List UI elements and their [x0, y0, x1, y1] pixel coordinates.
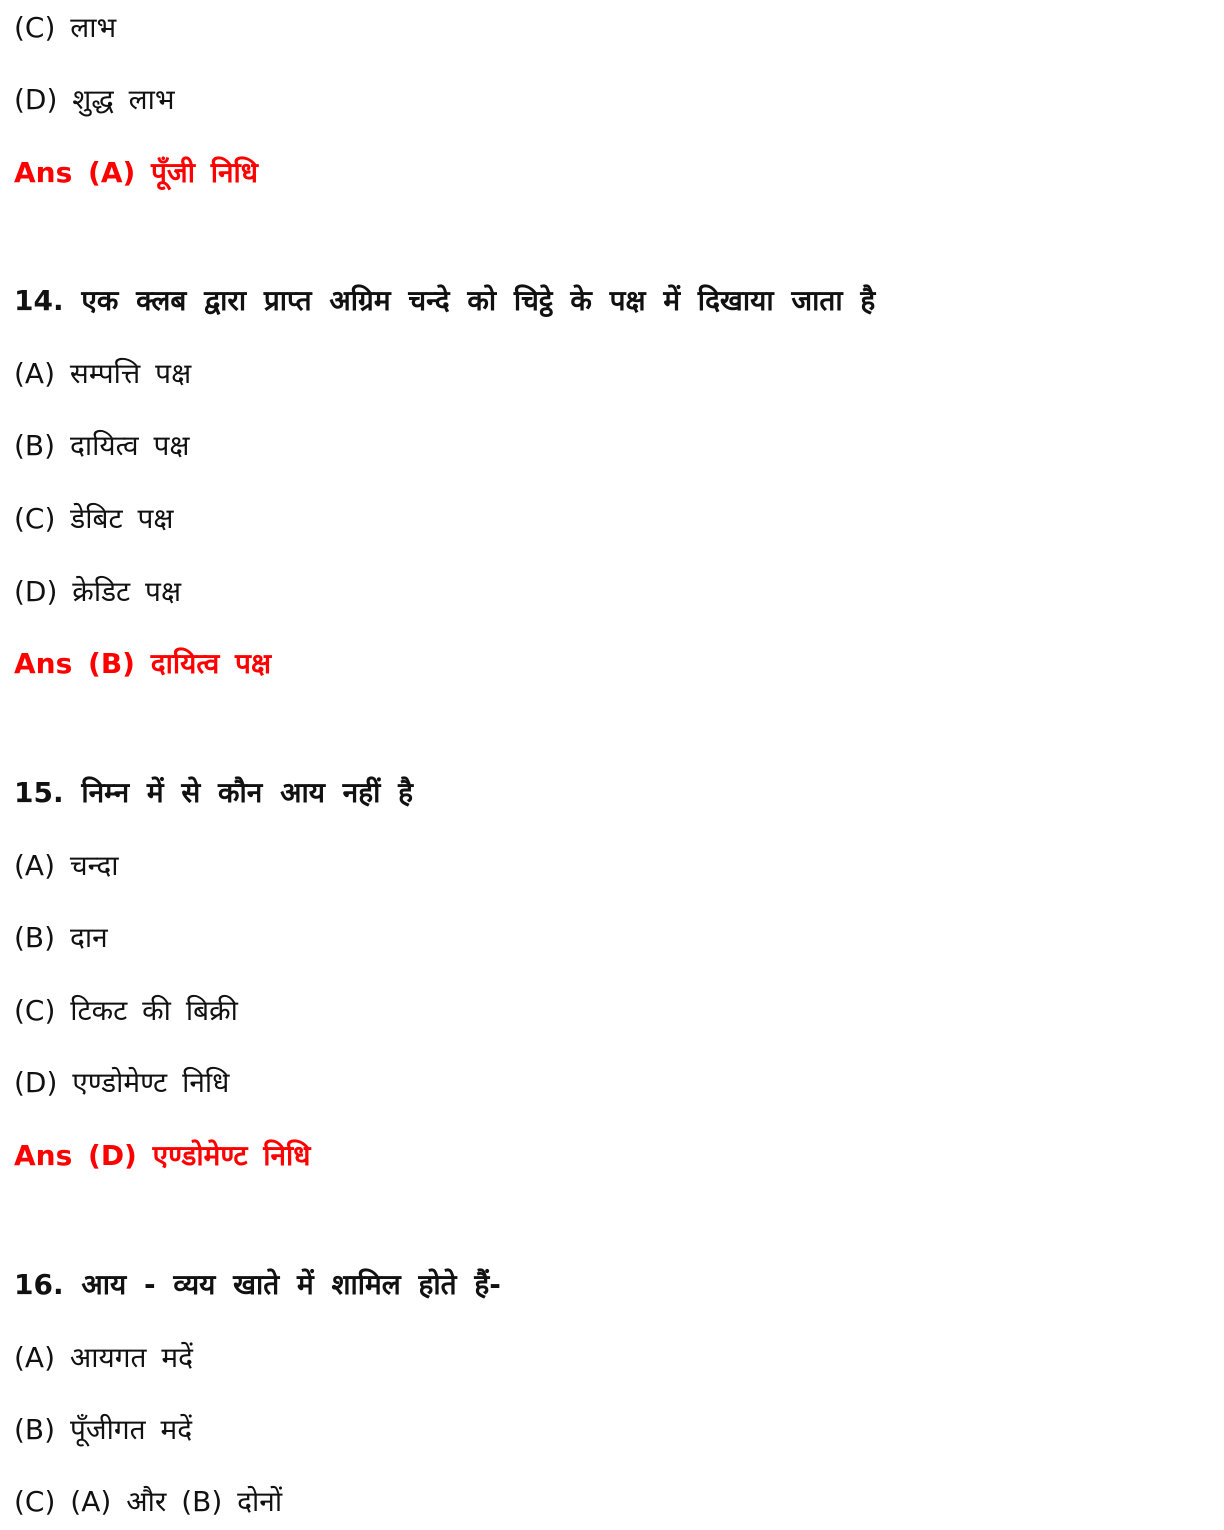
- answer-q14: Ans (B) दायित्व पक्ष: [14, 647, 272, 680]
- question-15: 15. निम्न में से कौन आय नहीं है: [14, 776, 413, 809]
- option-d-q14: (D) क्रेडिट पक्ष: [14, 575, 182, 608]
- option-b-q15: (B) दान: [14, 921, 108, 954]
- option-a-q14: (A) सम्पत्ति पक्ष: [14, 357, 192, 390]
- option-c-q16: (C) (A) और (B) दोनों: [14, 1485, 283, 1518]
- option-d-q13: (D) शुद्ध लाभ: [14, 83, 175, 116]
- answer-q15: Ans (D) एण्डोमेण्ट निधि: [14, 1139, 311, 1172]
- option-b-q14: (B) दायित्व पक्ष: [14, 429, 190, 462]
- option-a-q15: (A) चन्दा: [14, 849, 119, 882]
- question-16: 16. आय - व्यय खाते में शामिल होते हैं-: [14, 1268, 501, 1301]
- option-d-q15: (D) एण्डोमेण्ट निधि: [14, 1066, 230, 1099]
- option-c-q15: (C) टिकट की बिक्री: [14, 994, 238, 1027]
- question-14: 14. एक क्लब द्वारा प्राप्त अग्रिम चन्दे को चिट्ठे के पक्ष में दिखाया जाता है: [14, 284, 876, 317]
- answer-q13: Ans (A) पूँजी निधि: [14, 156, 258, 189]
- option-c-q14: (C) डेबिट पक्ष: [14, 502, 174, 535]
- option-c-q13: (C) लाभ: [14, 11, 117, 44]
- option-b-q16: (B) पूँजीगत मदें: [14, 1413, 193, 1446]
- option-a-q16: (A) आयगत मदें: [14, 1341, 193, 1374]
